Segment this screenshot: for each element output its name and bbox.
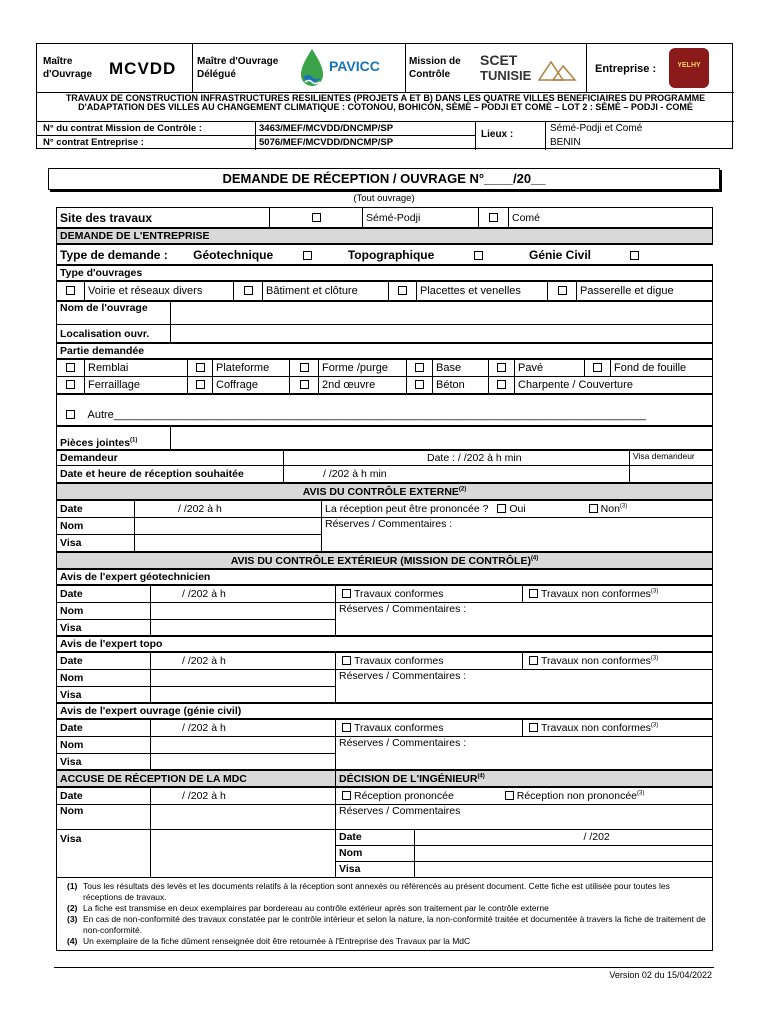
yelhy-logo-text: YELHY xyxy=(677,62,701,69)
expert-nom-field[interactable] xyxy=(151,737,336,754)
expert-reserves-label: Réserves / Commentaires : xyxy=(336,737,713,770)
visa-demandeur-label: Visa demandeur xyxy=(630,451,713,466)
decision-reserves-label: Réserves / Commentaires xyxy=(336,805,713,830)
partie-plateforme-checkbox[interactable] xyxy=(196,363,205,372)
ce-non-checkbox[interactable] xyxy=(589,504,598,513)
decision-nom-field[interactable] xyxy=(414,845,712,861)
pieces-field[interactable] xyxy=(171,427,713,450)
demandeur-date: Date : / /202 à h min xyxy=(427,452,522,464)
ce-reserves-label: Réserves / Commentaires : xyxy=(322,518,713,552)
accuse-title: ACCUSE DE RÉCEPTION DE LA MDC xyxy=(57,771,336,787)
ce-oui-label: Oui xyxy=(509,503,526,515)
expert-nom-label: Nom xyxy=(57,603,151,620)
reception-prononcee-label: Réception prononcée xyxy=(354,790,454,802)
partie-ferraillage-label: Ferraillage xyxy=(85,377,188,394)
expert-visa-label: Visa xyxy=(57,687,151,703)
footer-divider xyxy=(54,967,714,968)
type-geo-label: Géotechnique xyxy=(193,247,274,262)
expert-visa-field[interactable] xyxy=(151,754,336,770)
scet-logo-text: SCET xyxy=(480,52,518,68)
contrat-entreprise-value: 5076/MEF/MCVDD/DNCMP/SP xyxy=(259,137,394,148)
partie-autre-label: Autre_______________________________________________________________________________________ xyxy=(85,395,713,426)
accuse-nom-label: Nom xyxy=(57,805,151,830)
partie-forme-label: Forme /purge xyxy=(319,360,407,377)
nom-ouvrage-field[interactable] xyxy=(171,302,713,325)
partie-remblai-label: Remblai xyxy=(85,360,188,377)
form-title: DEMANDE DE RÉCEPTION / OUVRAGE N°____/20__ xyxy=(48,168,720,190)
version-text: Version 02 du 15/04/2022 xyxy=(609,970,712,980)
site-opt1-label: Sémé-Podji xyxy=(366,211,421,224)
lieux-value-1: Sémé-Podji et Comé xyxy=(550,123,643,134)
maitre-delegue-label: Maître d'Ouvrage Délégué xyxy=(197,56,279,80)
partie-charpente-checkbox[interactable] xyxy=(497,380,506,389)
decision-date-value: / /202 xyxy=(583,831,610,844)
type-demande-label: Type de demande : xyxy=(60,247,168,262)
footnote-number: (2) xyxy=(67,903,78,913)
footnote-number: (3) xyxy=(67,914,78,924)
lieux-label: Lieux : xyxy=(481,129,514,140)
decision-np-sup: (3) xyxy=(637,790,645,797)
ce-date-value: / /202 à h xyxy=(178,503,222,515)
controle-externe-sup: (2) xyxy=(458,486,467,492)
decision-sup: (4) xyxy=(477,773,485,779)
form-body xyxy=(56,207,713,951)
expert-non-conformes-label: Travaux non conformes xyxy=(541,722,651,734)
scet-pyramid-icon xyxy=(537,58,577,82)
footnote-text: En cas de non-conformité des travaux constatée par le contrôle intérieur et selon la nature, la non-conformité traitée et documentée à travers la fiche de traitement de non-conformité. xyxy=(83,914,706,935)
footnote-item xyxy=(67,903,708,914)
contrat-mission-value: 3463/MEF/MCVDD/DNCMP/SP xyxy=(259,123,394,134)
expert-date-label: Date xyxy=(57,653,151,670)
partie-beton-label: Béton xyxy=(433,377,489,394)
ce-question: La réception peut être prononcée ? xyxy=(325,503,489,515)
partie-fond-checkbox[interactable] xyxy=(593,363,602,372)
expert-nc-sup: (3) xyxy=(650,722,659,729)
mcvdd-logo-text: MCVDD xyxy=(109,59,177,78)
expert-non-conformes-label: Travaux non conformes xyxy=(541,588,651,600)
partie-plateforme-label: Plateforme xyxy=(213,360,290,377)
type-topo-label: Topographique xyxy=(347,247,435,262)
expert-date-label: Date xyxy=(57,720,151,737)
reception-prononcee-checkbox[interactable] xyxy=(342,791,351,800)
experts-section xyxy=(56,569,713,770)
expert-visa-label: Visa xyxy=(57,754,151,770)
controle-exterieur-sup: (4) xyxy=(530,555,539,561)
footnote-item xyxy=(67,881,708,903)
expert-nom-field[interactable] xyxy=(151,603,336,620)
yelhy-logo xyxy=(669,48,709,88)
expert-visa-field[interactable] xyxy=(151,687,336,703)
ouvrage-batiment-label: Bâtiment et clôture xyxy=(263,282,389,301)
footnotes xyxy=(56,878,713,951)
decision-visa-label: Visa xyxy=(336,861,414,877)
decision-date-label: Date xyxy=(336,830,414,845)
site-label: Site des travaux xyxy=(57,208,270,228)
site-opt2-label: Comé xyxy=(512,211,541,224)
ce-oui-checkbox[interactable] xyxy=(497,504,506,513)
partie-2nd-oeuvre-label: 2nd œuvre xyxy=(319,377,407,394)
partie-pave-checkbox[interactable] xyxy=(497,363,506,372)
footnote-item xyxy=(67,914,708,936)
partie-label: Partie demandée xyxy=(57,344,713,359)
footnote-item xyxy=(67,936,708,947)
ce-date-label: Date xyxy=(57,501,135,518)
ouvrage-placettes-label: Placettes et venelles xyxy=(417,282,548,301)
expert-non-conformes-checkbox[interactable] xyxy=(529,589,538,598)
accuse-date-label: Date xyxy=(57,788,151,805)
pavicc-logo-text: PAVICC xyxy=(329,58,380,74)
footnote-text: Tous les résultats des levés et les documents relatifs à la réception sont annexés ou référencés au présent document. Cette fiche est utilisée pour toutes les réceptions de travaux. xyxy=(83,881,670,902)
partie-forme-checkbox[interactable] xyxy=(300,363,309,372)
ouvrage-batiment-checkbox[interactable] xyxy=(244,286,253,295)
partie-base-label: Base xyxy=(433,360,489,377)
expert-title: Avis de l'expert topo xyxy=(57,637,713,652)
ce-non-label: Non xyxy=(600,503,620,515)
expert-date-label: Date xyxy=(57,586,151,603)
expert-conformes-checkbox[interactable] xyxy=(342,589,351,598)
date-souhaitee-value: / /202 à h min xyxy=(323,468,387,480)
expert-non-conformes-checkbox[interactable] xyxy=(529,723,538,732)
partie-2nd-oeuvre-checkbox[interactable] xyxy=(300,380,309,389)
localisation-field[interactable] xyxy=(171,325,713,343)
ce-non-sup: (3) xyxy=(619,503,628,510)
footnote-number: (4) xyxy=(67,936,78,946)
ce-nom-field[interactable] xyxy=(135,518,322,535)
partie-beton-checkbox[interactable] xyxy=(415,380,424,389)
header-block xyxy=(36,43,733,149)
decision-visa-field[interactable] xyxy=(414,861,712,877)
expert-conformes-label: Travaux conformes xyxy=(354,722,444,734)
date-souhaitee-label: Date et heure de réception souhaitée xyxy=(57,466,284,483)
expert-conformes-label: Travaux conformes xyxy=(354,588,444,600)
travaux-description: TRAVAUX DE CONSTRUCTION INFRASTRUCTURES RESILIENTES (PROJETS A ET B) DANS LES QUATRE VILLES BENEFICIAIRES DU PROGRAMME D'ADAPTATION DES VILLES AU CHANGEMENT CLIMATIQUE : COTONOU, BOHICON, SÈMÈ – PODJI ET COMÈ – LOT 2 : SÈMÈ – PODJI - COMÈ xyxy=(65,93,706,112)
entreprise-label: Entreprise : xyxy=(595,63,657,75)
contrat-mission-label: N° du contrat Mission de Contrôle : xyxy=(43,123,202,134)
tunisie-logo-text: TUNISIE xyxy=(480,68,532,83)
ce-visa-label: Visa xyxy=(57,535,135,552)
footnote-text: Un exemplaire de la fiche dûment renseignée doit être retournée à l'Entreprise des Travaux par la MdC xyxy=(83,936,471,946)
decision-nom-label: Nom xyxy=(336,845,414,861)
accuse-visa-field[interactable] xyxy=(151,830,336,878)
ouvrage-passerelle-checkbox[interactable] xyxy=(558,286,567,295)
expert-date-value: / /202 à h xyxy=(182,588,226,600)
type-ouvrages-label: Type d'ouvrages xyxy=(57,266,713,281)
expert-nc-sup: (3) xyxy=(650,588,659,595)
expert-nom-field[interactable] xyxy=(151,670,336,687)
expert-nom-label: Nom xyxy=(57,670,151,687)
expert-visa-label: Visa xyxy=(57,620,151,636)
demande-entreprise-header: DEMANDE DE L'ENTREPRISE xyxy=(57,229,713,244)
partie-remblai-checkbox[interactable] xyxy=(66,363,75,372)
pavicc-logo-icon xyxy=(297,47,327,91)
ouvrage-voirie-label: Voirie et réseaux divers xyxy=(85,282,234,301)
partie-pave-label: Pavé xyxy=(515,360,585,377)
contrat-entreprise-label: N° contrat Entreprise : xyxy=(43,137,144,148)
lieux-value-2: BENIN xyxy=(550,137,581,148)
partie-coffrage-label: Coffrage xyxy=(213,377,290,394)
form-subtitle: (Tout ouvrage) xyxy=(353,193,415,204)
maitre-ouvrage-label: Maître d'Ouvrage xyxy=(43,56,93,80)
controle-externe-title: AVIS DU CONTRÔLE EXTERNE xyxy=(302,485,459,498)
type-genie-checkbox[interactable] xyxy=(630,251,639,260)
ouvrage-placettes-checkbox[interactable] xyxy=(398,286,407,295)
expert-date-value: / /202 à h xyxy=(182,655,226,667)
partie-fond-label: Fond de fouille xyxy=(611,360,713,377)
pieces-sup: (1) xyxy=(130,437,138,444)
expert-date-value: / /202 à h xyxy=(182,722,226,734)
partie-base-checkbox[interactable] xyxy=(415,363,424,372)
partie-ferraillage-checkbox[interactable] xyxy=(66,380,75,389)
accuse-date-value: / /202 à h xyxy=(182,790,226,802)
partie-coffrage-checkbox[interactable] xyxy=(196,380,205,389)
nom-ouvrage-label: Nom de l'ouvrage xyxy=(57,302,171,325)
decision-title: DÉCISION DE L'INGÉNIEUR xyxy=(339,772,478,785)
type-geo-checkbox[interactable] xyxy=(303,251,312,260)
type-topo-checkbox[interactable] xyxy=(474,251,483,260)
partie-charpente-label: Charpente / Couverture xyxy=(515,377,713,394)
type-genie-label: Génie Civil xyxy=(528,247,592,262)
ouvrage-passerelle-label: Passerelle et digue xyxy=(577,282,713,301)
mission-controle-label: Mission de Contrôle xyxy=(409,56,461,80)
partie-autre-checkbox[interactable] xyxy=(66,410,75,419)
accuse-visa-label: Visa xyxy=(57,830,151,878)
expert-non-conformes-label: Travaux non conformes xyxy=(541,655,651,667)
site-come-checkbox[interactable] xyxy=(489,213,498,222)
ce-nom-label: Nom xyxy=(57,518,135,535)
reception-non-prononcee-label: Réception non prononcée xyxy=(516,790,638,802)
reception-non-prononcee-checkbox[interactable] xyxy=(505,791,514,800)
expert-nom-label: Nom xyxy=(57,737,151,754)
site-semepodji-checkbox[interactable] xyxy=(312,213,321,222)
accuse-nom-field[interactable] xyxy=(151,805,336,830)
ce-visa-field[interactable] xyxy=(135,535,322,552)
expert-reserves-label: Réserves / Commentaires : xyxy=(336,670,713,703)
pieces-label: Pièces jointes xyxy=(60,437,131,449)
expert-title: Avis de l'expert ouvrage (génie civil) xyxy=(57,704,713,719)
expert-conformes-label: Travaux conformes xyxy=(354,655,444,667)
expert-title: Avis de l'expert géotechnicien xyxy=(57,570,713,585)
expert-conformes-checkbox[interactable] xyxy=(342,723,351,732)
expert-reserves-label: Réserves / Commentaires : xyxy=(336,603,713,636)
demandeur-label: Demandeur xyxy=(57,451,284,466)
footnote-number: (1) xyxy=(67,881,78,891)
expert-non-conformes-checkbox[interactable] xyxy=(529,656,538,665)
localisation-label: Localisation ouvr. xyxy=(57,325,171,343)
expert-visa-field[interactable] xyxy=(151,620,336,636)
expert-nc-sup: (3) xyxy=(650,655,659,662)
controle-exterieur-title: AVIS DU CONTRÔLE EXTÉRIEUR (MISSION DE CONTRÔLE) xyxy=(230,554,531,567)
expert-conformes-checkbox[interactable] xyxy=(342,656,351,665)
footnote-text: La fiche est transmise en deux exemplaires par bordereau au contrôle extérieur après son traitement par le contrôle externe xyxy=(83,903,549,913)
ouvrage-voirie-checkbox[interactable] xyxy=(66,286,75,295)
